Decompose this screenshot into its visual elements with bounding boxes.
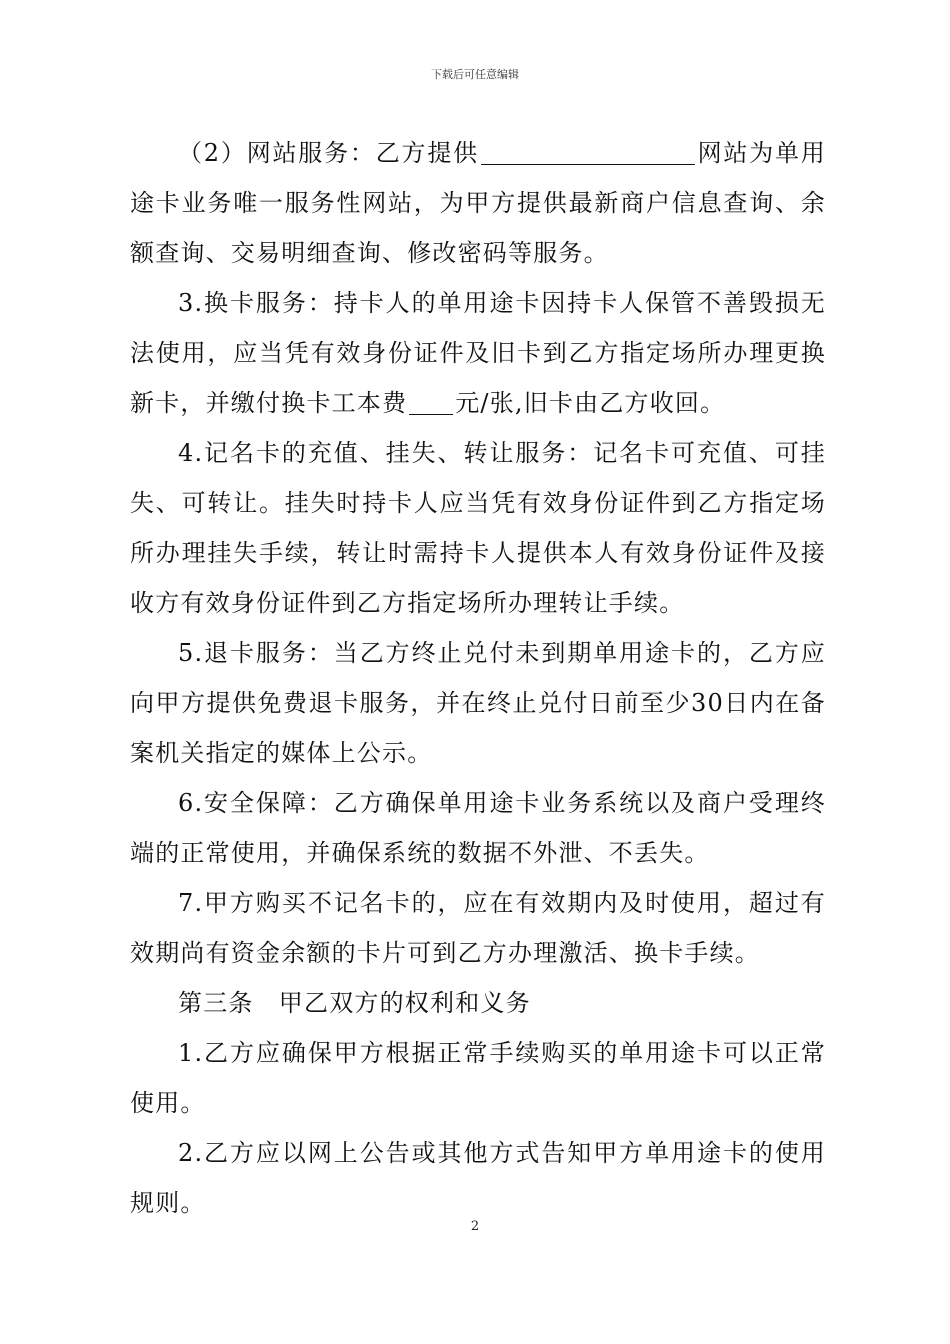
- paragraph-obligation-2: 2.乙方应以网上公告或其他方式告知甲方单用途卡的使用规则。: [130, 1139, 826, 1217]
- header-note: 下载后可任意编辑: [431, 68, 519, 81]
- paragraph-text: （2）网站服务：乙方提供: [178, 139, 479, 167]
- paragraph-card-refund: 5.退卡服务：当乙方终止兑付未到期单用途卡的，乙方应向甲方提供免费退卡服务，并在终止兑付日前至少30日内在备案机关指定的媒体上公示。: [130, 639, 826, 767]
- page-number: 2: [470, 1219, 480, 1234]
- paragraph-security: 6.安全保障：乙方确保单用途卡业务系统以及商户受理终端的正常使用，并确保系统的数据不外泄、不丢失。: [130, 789, 826, 867]
- paragraph-unregistered-card: 7.甲方购买不记名卡的，应在有效期内及时使用，超过有效期尚有资金余额的卡片可到乙方办理激活、换卡手续。: [130, 889, 826, 967]
- website-blank-line: [481, 140, 695, 165]
- document-body: [130, 128, 826, 1228]
- paragraph-registered-card: 4.记名卡的充值、挂失、转让服务：记名卡可充值、可挂失、可转让。挂失时持卡人应当凭有效身份证件到乙方指定场所办理挂失手续，转让时需持卡人提供本人有效身份证件及接收方有效身份证件到乙方指定场所办理转让手续。: [130, 439, 826, 617]
- paragraph-website-service: [130, 128, 826, 278]
- paragraph-card-replacement: [130, 278, 826, 428]
- paragraph-text: 元/张,旧卡由乙方收回。: [455, 389, 726, 417]
- fee-blank-line: [409, 390, 453, 415]
- paragraph-text: 3.换卡服务：持卡人的单用途卡因持卡人保管不善毁损无法使用，应当凭有效身份证件及旧卡到乙方指定场所办理更换新卡，并缴付换卡工本费: [130, 289, 826, 417]
- paragraph-text: 网站为单用途卡业务唯一服务性网站，为甲方提供最新商户信息查询、余额查询、交易明细查询、修改密码等服务。: [130, 139, 827, 267]
- section-heading: 第三条 甲乙双方的权利和义务: [178, 989, 531, 1017]
- paragraph-obligation-1: 1.乙方应确保甲方根据正常手续购买的单用途卡可以正常使用。: [130, 1039, 826, 1117]
